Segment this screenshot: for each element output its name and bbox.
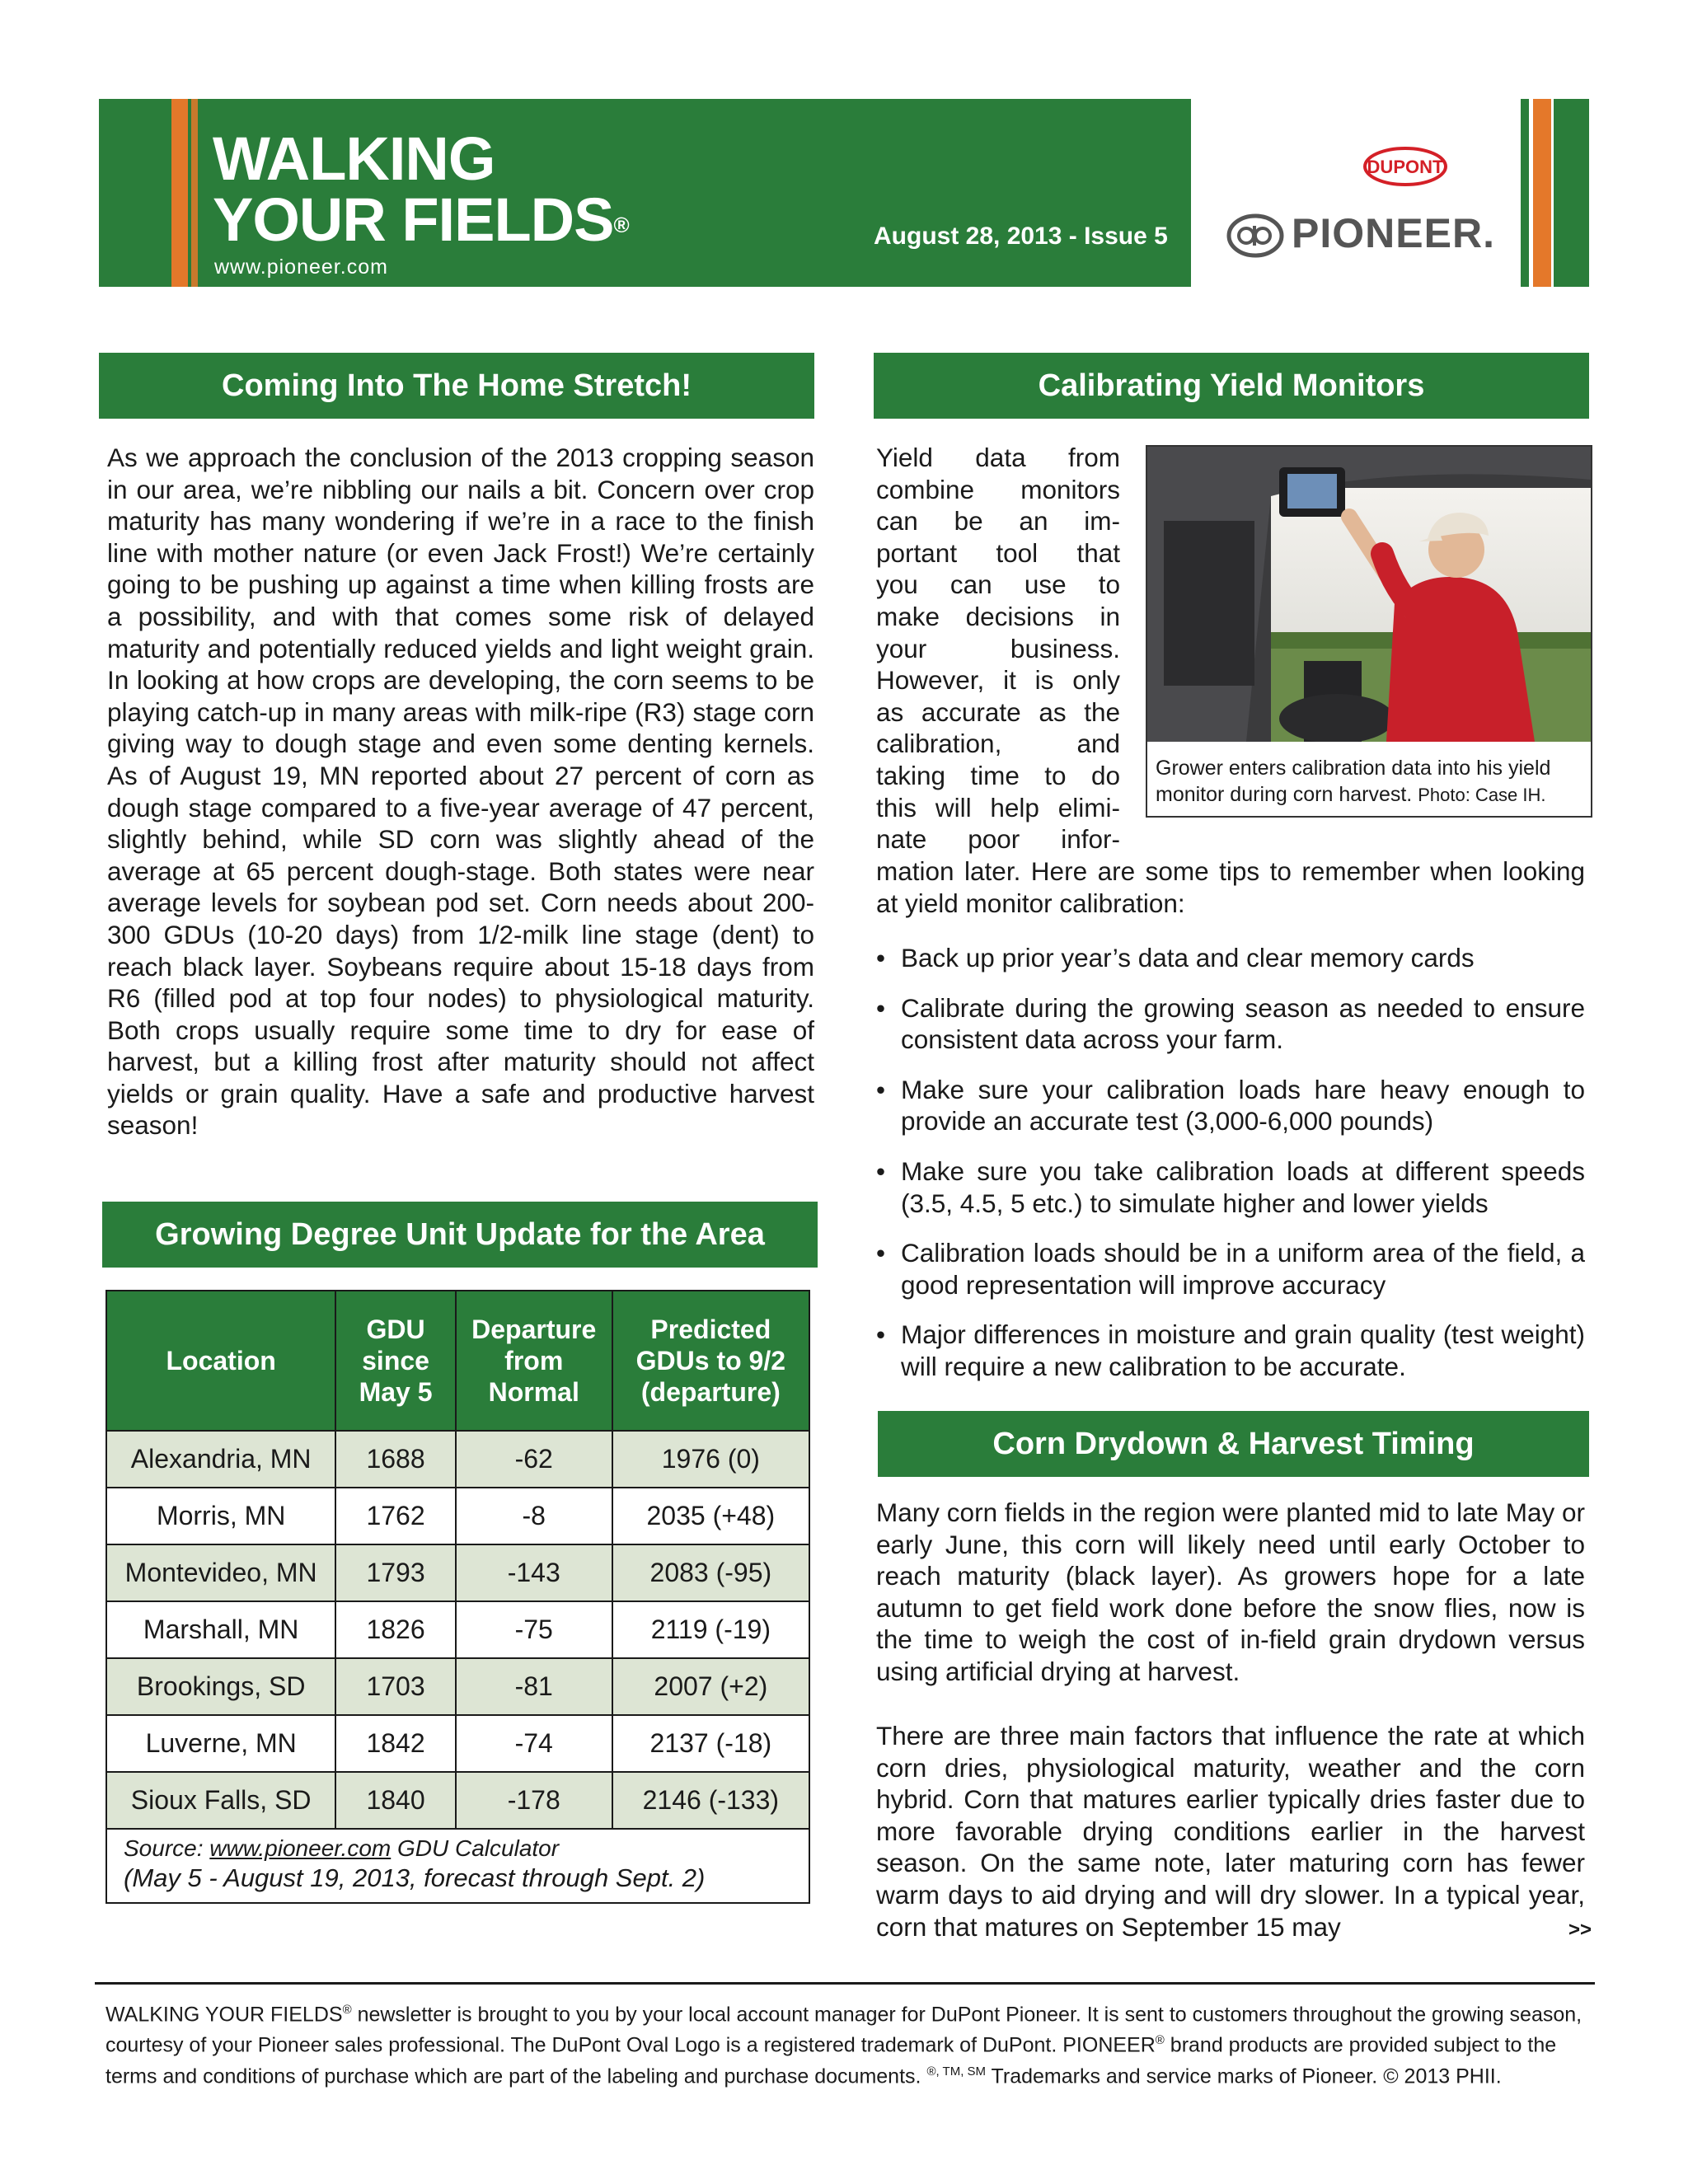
cell-predicted: 2137 (-18) xyxy=(612,1715,809,1772)
title-line-1: WALKING xyxy=(213,124,495,193)
table-row xyxy=(106,1601,809,1658)
intro-line: you can use to xyxy=(876,569,1120,600)
table-row xyxy=(106,1772,809,1829)
drydown-para-1: Many corn fields in the region were planted mid to late May or early June, this corn will likely need until early October to reach maturity (black layer). As growers hope for a late autumn to get field work done before the snow flies, now is the time to weigh the cost of in-field grain drydown versus using artificial drying at harvest. xyxy=(876,1497,1585,1686)
cell-departure: -178 xyxy=(456,1772,612,1829)
intro-line: this will help elimi- xyxy=(876,792,1120,823)
cell-gdu: 1842 xyxy=(335,1715,455,1772)
col-gdu-since: GDU since May 5 xyxy=(335,1291,455,1431)
cell-departure: -81 xyxy=(456,1658,612,1715)
intro-line: as accurate as the xyxy=(876,696,1120,727)
list-item: • Major differences in moisture and grain quality (test weight) will require a new calibration to be accurate. xyxy=(876,1319,1585,1382)
section-heading-home-stretch: Coming Into The Home Stretch! xyxy=(99,353,814,419)
intro-line: nate poor infor- xyxy=(876,824,1120,855)
section-heading-yield-monitors: Calibrating Yield Monitors xyxy=(874,353,1589,419)
table-source-row xyxy=(106,1829,809,1903)
home-stretch-body: As we approach the conclusion of the 2013 cropping season in our area, we’re nibbling our nails a bit. Concern over crop maturity has many wondering if we’re in a race to the finish line with mother nature (or even Jack Frost!) We’re certainly going to be pushing up against a time when killing frosts are a possibility, and with that comes some risk of delayed maturity and potentially reduced yields and light weight grain. In looking at how crops are developing, the corn seems to be playing catch-up in many areas with milk-ripe (R3) stage corn giving way to dough stage and even some denting kernels. As of August 19, MN reported about 27 percent of corn as dough stage compared to a five-year average of 47 percent, slightly behind, while SD corn was slightly ahead of the average at 65 percent dough-stage. Both states were near average levels for soybean pod set. Corn needs about 200-300 GDUs (10-20 days) from 1/2-milk line stage (dent) to reach black layer. Soybeans require about 15-18 days from R6 (filled pod at top four nodes) to physiological maturity. Both crops usually require some time to dry for ease of harvest, but a killing frost after maturity should not affect yields or grain quality. Have a safe and productive harvest season! xyxy=(107,443,814,1141)
continued-marker: >> xyxy=(1568,1919,1592,1941)
dupont-oval-logo xyxy=(1362,145,1448,188)
combine-cab-photo xyxy=(1147,447,1591,742)
cell-predicted: 2146 (-133) xyxy=(612,1772,809,1829)
intro-line: calibration, and xyxy=(876,729,1120,759)
cell-gdu: 1826 xyxy=(335,1601,455,1658)
cell-predicted: 1976 (0) xyxy=(612,1431,809,1488)
source-link[interactable]: www.pioneer.com xyxy=(209,1835,392,1861)
table-row xyxy=(106,1715,809,1772)
cell-gdu: 1840 xyxy=(335,1772,455,1829)
dupont-text: DUPONT xyxy=(1367,157,1444,177)
photo-credit: Photo: Case IH. xyxy=(1418,785,1546,805)
cell-location: Brookings, SD xyxy=(106,1658,335,1715)
table-row xyxy=(106,1488,809,1544)
table-row xyxy=(106,1658,809,1715)
pioneer-wordmark: PIONEER. xyxy=(1292,210,1495,256)
cell-location: Luverne, MN xyxy=(106,1715,335,1772)
intro-line: taking time to do xyxy=(876,760,1120,790)
list-item: • Calibration loads should be in a uniform area of the field, a good representation will improve accuracy xyxy=(876,1237,1585,1301)
source-dates: (May 5 - August 19, 2013, forecast through Sept. 2) xyxy=(124,1863,706,1892)
intro-line: can be an im- xyxy=(876,506,1120,537)
intro-line: However, it is only xyxy=(876,665,1120,696)
brand-panel xyxy=(1191,99,1589,287)
title-line-2: YOUR FIELDS® xyxy=(213,185,629,254)
cell-location: Montevideo, MN xyxy=(106,1544,335,1601)
intro-line: your business. xyxy=(876,633,1120,663)
cell-gdu: 1762 xyxy=(335,1488,455,1544)
orange-stripe-thin xyxy=(191,99,198,287)
cell-location: Morris, MN xyxy=(106,1488,335,1544)
green-stripe-right xyxy=(1554,99,1589,287)
cell-departure: -8 xyxy=(456,1488,612,1544)
issue-date: August 28, 2013 - Issue 5 xyxy=(874,223,1168,250)
table-source: Source: www.pioneer.com GDU Calculator (May 5 - August 19, 2013, forecast through Sept. 2) xyxy=(106,1829,809,1903)
cell-gdu: 1688 xyxy=(335,1431,455,1488)
section-heading-drydown: Corn Drydown & Harvest Timing xyxy=(878,1411,1589,1477)
list-item: • Make sure you take calibration loads at different speeds (3.5, 4.5, 5 etc.) to simulate higher and lower yields xyxy=(876,1155,1585,1219)
section-heading-gdu: Growing Degree Unit Update for the Area xyxy=(102,1202,818,1268)
cell-predicted: 2007 (+2) xyxy=(612,1658,809,1715)
intro-line: portant tool that xyxy=(876,537,1120,568)
website-url[interactable]: www.pioneer.com xyxy=(214,255,388,279)
col-departure: Departure from Normal xyxy=(456,1291,612,1431)
gdu-header-row xyxy=(106,1291,809,1431)
orange-stripe xyxy=(171,99,188,287)
intro-line: make decisions in xyxy=(876,601,1120,631)
yield-intro-rest: mation later. Here are some tips to remember when looking at yield monitor calibration: xyxy=(876,856,1585,918)
list-item: • Make sure your calibration loads hare heavy enough to provide an accurate test (3,000-6,000 pounds) xyxy=(876,1074,1585,1137)
photo-frame xyxy=(1146,445,1592,818)
pioneer-oval-logo xyxy=(1226,213,1284,259)
cell-location: Sioux Falls, SD xyxy=(106,1772,335,1829)
cell-departure: -74 xyxy=(456,1715,612,1772)
cell-predicted: 2119 (-19) xyxy=(612,1601,809,1658)
footer-divider xyxy=(95,1982,1595,1985)
cell-gdu: 1793 xyxy=(335,1544,455,1601)
cell-departure: -143 xyxy=(456,1544,612,1601)
footer-disclaimer: WALKING YOUR FIELDS® newsletter is brought to you by your local account manager for DuPont Pioneer. It is sent to customers throughout the growing season, courtesy of your Pioneer sales professional. The DuPont Oval Logo is a registered trademark of DuPont. PIONEER® brand products are provided subject to the terms and conditions of purchase which are part of the labeling and purchase documents. $^{®, TM, SM}$ Trademarks and service marks of Pioneer. © 2013 PHII. xyxy=(106,2003,1582,2088)
gdu-table xyxy=(106,1290,810,1904)
col-location: Location xyxy=(106,1291,335,1431)
cell-location: Alexandria, MN xyxy=(106,1431,335,1488)
cell-departure: -62 xyxy=(456,1431,612,1488)
green-stripe xyxy=(1521,99,1529,287)
cell-gdu: 1703 xyxy=(335,1658,455,1715)
intro-line: combine monitors xyxy=(876,474,1120,504)
list-item: • Back up prior year’s data and clear memory cards xyxy=(876,942,1585,974)
table-row xyxy=(106,1431,809,1488)
cell-predicted: 2083 (-95) xyxy=(612,1544,809,1601)
cell-departure: -75 xyxy=(456,1601,612,1658)
masthead-banner xyxy=(99,99,1191,287)
intro-line: Yield data from xyxy=(876,443,1120,472)
cell-predicted: 2035 (+48) xyxy=(612,1488,809,1544)
calibration-tips-list xyxy=(876,942,1585,1401)
drydown-para-2: There are three main factors that influence the rate at which corn dries, physiological maturity, weather and the corn hybrid. Corn that matures earlier typically dries faster due to more favorable drying conditions earlier in the harvest season. On the same note, later maturing corn has fewer warm days to aid drying and will dry slower. In a typical year, corn that matures on September 15 may xyxy=(876,1721,1585,1942)
col-predicted: Predicted GDUs to 9/2 (departure) xyxy=(612,1291,809,1431)
photo-caption: Grower enters calibration data into his yield monitor during corn harvest. Photo: Case IH. xyxy=(1156,757,1551,806)
yield-intro-column xyxy=(876,442,1120,855)
list-item: • Calibrate during the growing season as needed to ensure consistent data across your farm. xyxy=(876,992,1585,1056)
table-row xyxy=(106,1544,809,1601)
registered-mark: ® xyxy=(613,213,629,237)
cell-location: Marshall, MN xyxy=(106,1601,335,1658)
orange-stripe-right xyxy=(1533,99,1551,287)
newsletter-title xyxy=(213,124,629,254)
